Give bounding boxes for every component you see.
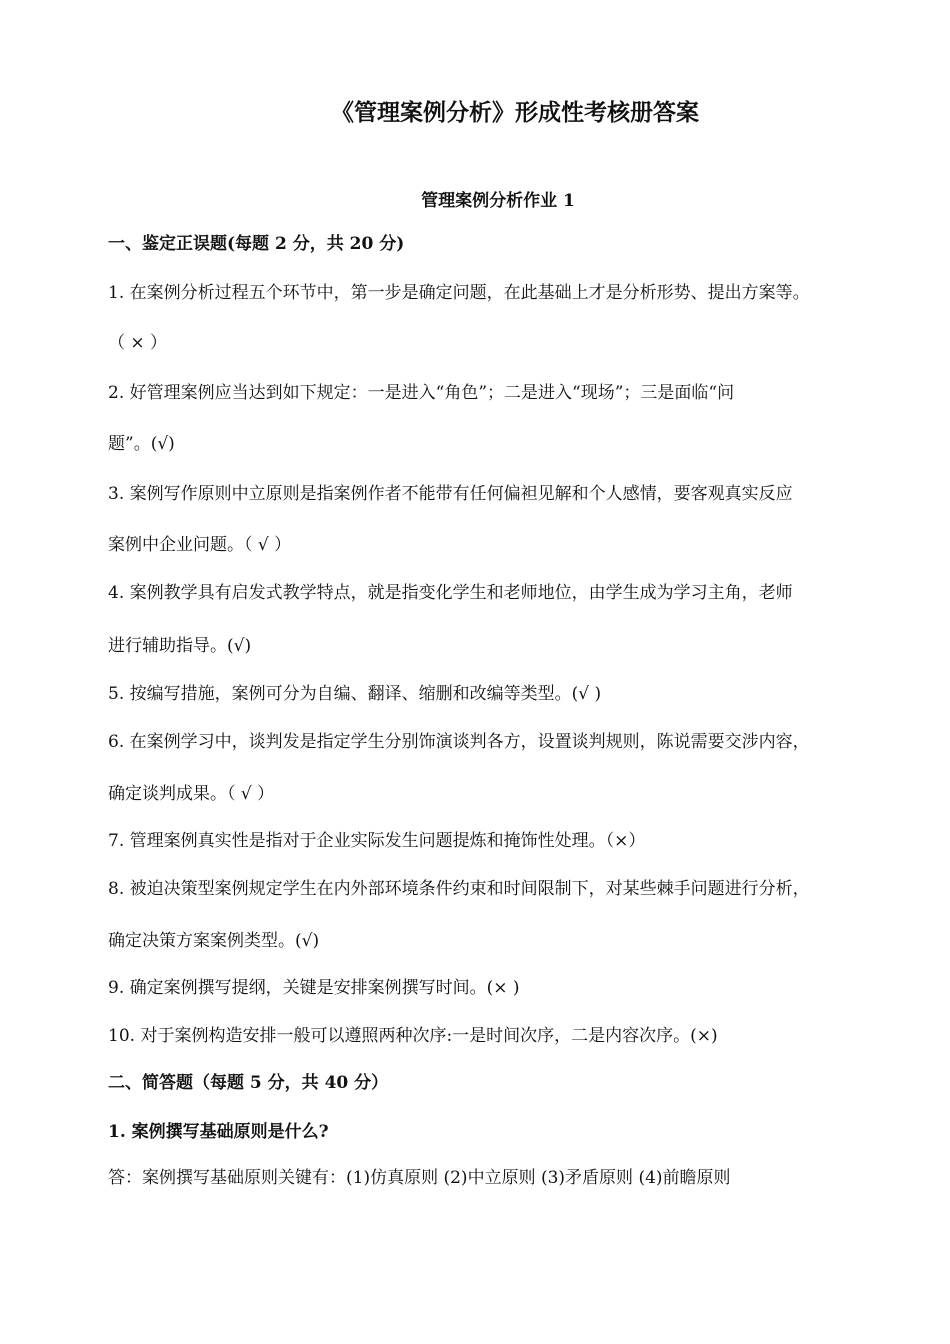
document-subtitle: 管理案例分析作业 1 [421,191,575,211]
section1-line-5: 3. 案例写作原则中立原则是指案例作者不能带有任何偏袒见解和个人感情，要客观真实反应 [108,484,793,504]
section1-line-7: 4. 案例教学具有启发式教学特点，就是指变化学生和老师地位，由学生成为学习主角，老师 [108,583,793,603]
section1-line-14: 确定决策方案案例类型。(√) [108,931,320,951]
section1-line-3: 2. 好管理案例应当达到如下规定：一是进入“角色”；二是进入“现场”；三是面临“问 [108,383,735,403]
section1-line-4: 题”。(√) [108,434,175,454]
section1-line-8: 进行辅助指导。(√) [108,636,252,656]
section1-line-6: 案例中企业问题。（ √ ） [108,535,292,555]
section1-line-16: 10. 对于案例构造安排一般可以遵照两种次序:一是时间次序，二是内容次序。(×) [108,1026,718,1046]
section1-line-9: 5. 按编写措施，案例可分为自编、翻译、缩删和改编等类型。(√ ) [108,684,602,704]
section1-line-15: 9. 确定案例撰写提纲，关键是安排案例撰写时间。(× ) [108,978,520,998]
section1-line-13: 8. 被迫决策型案例规定学生在内外部环境条件约束和时间限制下，对某些棘手问题进行分析， [108,879,810,899]
section1-line-1: 1. 在案例分析过程五个环节中，第一步是确定问题，在此基础上才是分析形势、提出方案等。 [108,283,810,303]
section1-line-11: 确定谈判成果。（ √ ） [108,784,275,804]
document-title: 《管理案例分析》形成性考核册答案 [331,99,699,126]
section2-question-1: 1. 案例撰写基础原则是什么? [108,1122,329,1142]
section2-heading: 二、简答题（每题 5 分，共 40 分） [108,1073,389,1093]
section1-line-12: 7. 管理案例真实性是指对于企业实际发生问题提炼和掩饰性处理。（×） [108,831,646,851]
section2-answer-1: 答：案例撰写基础原则关键有：(1)仿真原则 (2)中立原则 (3)矛盾原则 (4)前瞻原则 [108,1168,731,1188]
section1-line-10: 6. 在案例学习中，谈判发是指定学生分别饰演谈判各方，设置谈判规则，陈说需要交涉内容， [108,732,810,752]
section1-heading: 一、鉴定正误题(每题 2 分，共 20 分) [108,234,405,254]
section1-line-2: （ × ） [108,333,168,353]
